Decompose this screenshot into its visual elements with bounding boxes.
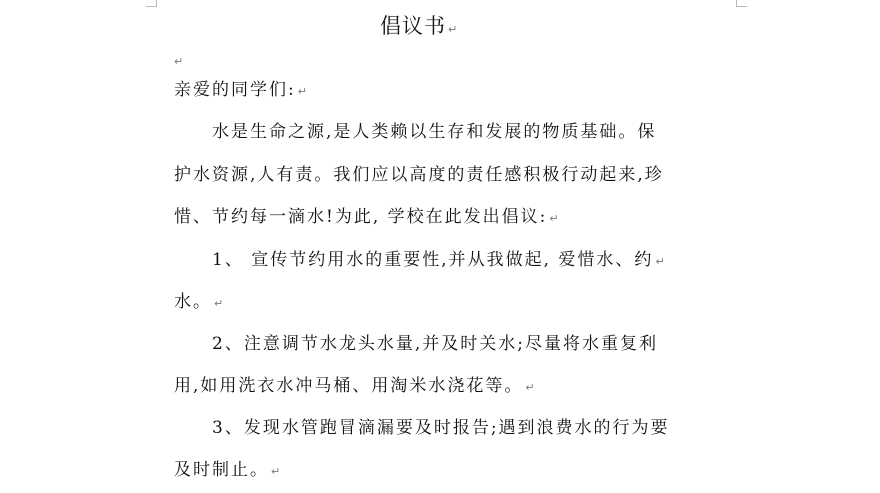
salutation-line[interactable] (174, 76, 740, 104)
document-title[interactable] (380, 10, 510, 42)
proposal-1-line-1[interactable] (212, 246, 778, 274)
paragraph-mark-icon: ↵ (214, 297, 226, 310)
paragraph-mark-icon: ↵ (655, 255, 667, 268)
proposal-3-line-1[interactable] (212, 414, 778, 442)
paragraph-mark-icon: ↵ (525, 381, 537, 394)
proposal-1-line-2[interactable] (174, 288, 740, 316)
body-line-3[interactable] (174, 203, 740, 231)
page-corner-mark-left (146, 0, 157, 7)
body-line-1[interactable] (212, 118, 778, 146)
body-line-text: 惜、节约每一滴水!为此, 学校在此发出倡议: (174, 207, 548, 227)
page-corner-mark-right (736, 0, 747, 7)
paragraph-mark-icon: ↵ (297, 85, 309, 98)
salutation-text: 亲爱的同学们: (174, 80, 296, 100)
body-line-text: 用,如用洗衣水冲马桶、用淘米水浇花等。 (174, 376, 524, 396)
body-line-2[interactable] (174, 161, 740, 189)
body-line-text: 3、发现水管跑冒滴漏要及时报告;遇到浪费水的行为要 (212, 418, 670, 438)
body-line-text: 水是生命之源,是人类赖以生存和发展的物质基础。保 (212, 122, 657, 142)
paragraph-mark-icon: ↵ (549, 212, 561, 225)
proposal-3-line-2[interactable] (174, 456, 740, 484)
proposal-2-line-1[interactable] (212, 330, 778, 358)
body-line-text: 水。 (174, 292, 212, 312)
document-title-text: 倡议书 (380, 14, 446, 38)
body-line-text: 护水资源,人有责。我们应以高度的责任感积极行动起来,珍 (174, 165, 664, 185)
body-line-text: 1、 宣传节约用水的重要性,并从我做起, 爱惜水、约 (212, 250, 654, 270)
paragraph-mark-icon: ↵ (271, 465, 283, 478)
empty-paragraph[interactable] (172, 50, 183, 68)
proposal-2-line-2[interactable] (174, 372, 740, 400)
body-line-text: 及时制止。 (174, 460, 269, 480)
paragraph-mark-icon: ↵ (174, 55, 184, 68)
paragraph-mark-icon: ↵ (448, 23, 459, 36)
body-line-text: 2、注意调节水龙头水量,并及时关水;尽量将水重复利 (212, 334, 658, 354)
